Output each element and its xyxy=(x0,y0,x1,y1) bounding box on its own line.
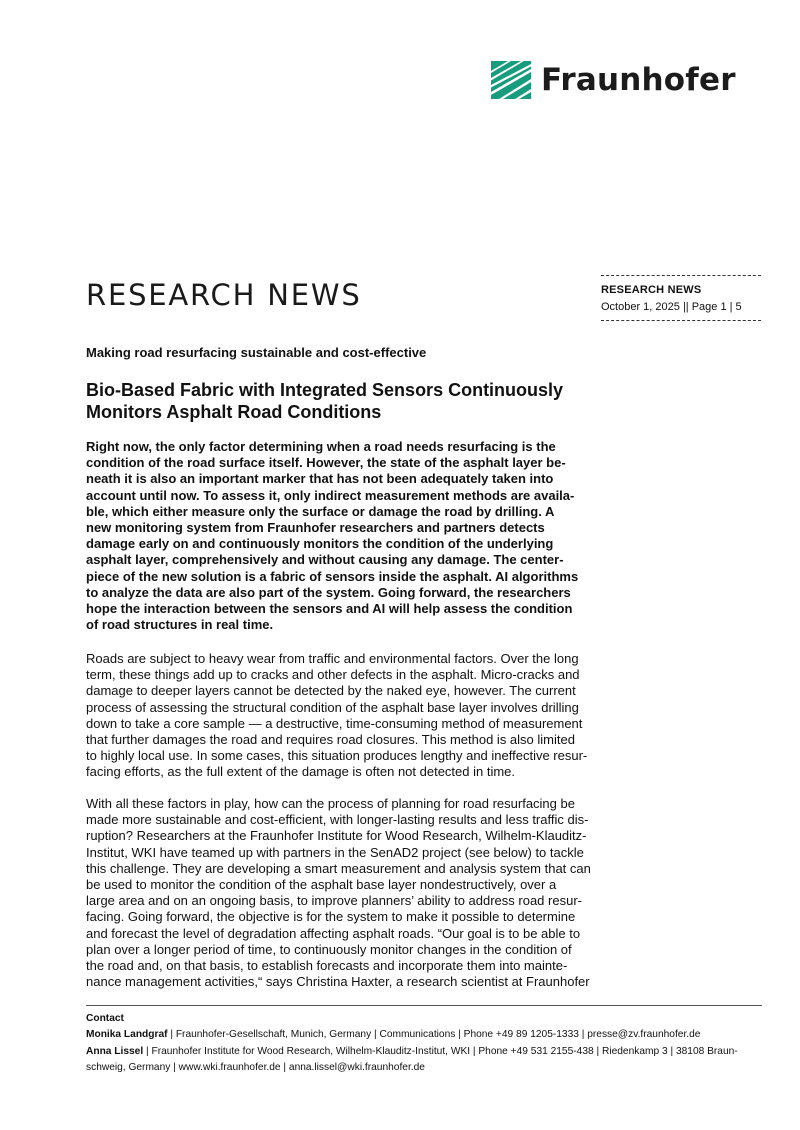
fraunhofer-logo xyxy=(491,61,736,99)
body-line: damage to deeper layers cannot be detected by the naked eye, however. The current xyxy=(86,683,576,699)
body-line: be used to monitor the condition of the asphalt base layer nondestructively, over a xyxy=(86,877,557,893)
body-line: With all these factors in play, how can the process of planning for road resurfacing be xyxy=(86,796,575,811)
fraunhofer-logo-icon xyxy=(491,61,531,99)
issue-label: RESEARCH NEWS xyxy=(601,284,702,296)
lead-line: hope the interaction between the sensors and AI will help assess the condition xyxy=(86,601,573,617)
lead-line: neath it is also an important marker that has not been adequately taken into xyxy=(86,471,554,487)
contact-line xyxy=(86,1044,766,1060)
lead-line: damage early on and continuously monitors the condition of the underlying xyxy=(86,536,554,552)
lead-line: to analyze the data are also part of the system. Going forward, the researchers xyxy=(86,584,571,600)
bottom-divider xyxy=(601,320,761,321)
contact-details: | Fraunhofer-Gesellschaft, Munich, Germany | Communications | Phone +49 89 1205-1333 | presse@zv.fraunhofer.de xyxy=(167,1029,701,1041)
lead-line: asphalt layer, comprehensively and without causing any damage. The center- xyxy=(86,552,564,568)
body-line: Roads are subject to heavy wear from traffic and environmental factors. Over the long xyxy=(86,651,579,666)
lead-line: ble, which either measure only the surface or damage the road by drilling. A xyxy=(86,503,555,519)
lead-line: of road structures in real time. xyxy=(86,617,274,633)
contact-title: Contact xyxy=(86,1013,124,1024)
body-line: process of assessing the structural condition of the asphalt base layer involves drilling xyxy=(86,699,579,715)
body-paragraph-1 xyxy=(86,651,590,781)
body-line: and forecast the level of degradation affecting asphalt roads. “Our goal is to be able to xyxy=(86,925,581,941)
body-line: plan over a longer period of time, to continuously monitor changes in the condition of xyxy=(86,941,572,957)
lead-line: Right now, the only factor determining when a road needs resurfacing is the xyxy=(86,439,556,454)
lead-line: piece of the new solution is a fabric of sensors inside the asphalt. AI algorithms xyxy=(86,568,579,584)
body-line: facing efforts, as the full extent of the damage is often not detected in time. xyxy=(86,764,516,780)
body-line: large area and on an ongoing basis, to improve planners’ ability to address road resur- xyxy=(86,893,582,909)
body-line: ruption? Researchers at the Fraunhofer Institute for Wood Research, Wilhelm-Klauditz- xyxy=(86,828,587,844)
lead-line: new monitoring system from Fraunhofer researchers and partners detects xyxy=(86,520,545,536)
masthead-title: RESEARCH NEWS xyxy=(86,278,362,312)
contact-details: | Fraunhofer Institute for Wood Research, Wilhelm-Klauditz-Institut, WKI | Phone +49 531 2155-438 | Riedenkamp 3 | 38108 Braun- xyxy=(143,1045,738,1057)
lead-line: condition of the road surface itself. However, the state of the asphalt layer be- xyxy=(86,455,566,471)
body-line: that further damages the road and requires road closures. This method is also limited xyxy=(86,732,575,748)
body-line: this challenge. They are developing a smart measurement and analysis system that can xyxy=(86,860,591,876)
body-line: Institut, WKI have teamed up with partners in the SenAD2 project (see below) to tackle xyxy=(86,844,584,860)
contact-line xyxy=(86,1027,766,1043)
issue-date-page: October 1, 2025 || Page 1 | 5 xyxy=(601,301,742,313)
contact-line: schweig, Germany | www.wki.fraunhofer.de | anna.lissel@wki.fraunhofer.de xyxy=(86,1061,425,1073)
issue-info-box xyxy=(601,275,761,321)
body-line: down to take a core sample — a destructive, time-consuming method of measurement xyxy=(86,715,583,731)
body-line: to highly local use. In some cases, this situation produces lengthy and ineffective resur- xyxy=(86,748,588,764)
contact-name: Monika Landgraf xyxy=(86,1029,168,1041)
body-line: term, these things add up to cracks and other defects in the asphalt. Micro-cracks and xyxy=(86,667,580,683)
contact-name: Anna Lissel xyxy=(86,1045,144,1057)
logo-wordmark: Fraunhofer xyxy=(541,62,736,98)
lead-line: account until now. To assess it, only indirect measurement methods are availa- xyxy=(86,487,575,503)
body-paragraph-2 xyxy=(86,796,590,990)
top-divider xyxy=(601,275,761,276)
headline-line: Bio-Based Fabric with Integrated Sensors Continuously xyxy=(86,380,564,400)
lead-paragraph xyxy=(86,439,590,633)
contact-footer xyxy=(86,1011,766,1076)
body-line: nance management activities,“ says Christina Haxter, a research scientist at Fraunhofer xyxy=(86,974,590,990)
headline xyxy=(86,379,606,423)
body-line: the road and, on that basis, to establish forecasts and incorporate them into mainte- xyxy=(86,958,568,974)
footer-divider xyxy=(86,1005,762,1006)
kicker: Making road resurfacing sustainable and cost-effective xyxy=(86,345,427,360)
headline-line: Monitors Asphalt Road Conditions xyxy=(86,402,382,422)
body-line: made more sustainable and cost-efficient, with longer-lasting results and less traffic dis- xyxy=(86,812,589,828)
body-line: facing. Going forward, the objective is for the system to make it possible to determine xyxy=(86,909,576,925)
